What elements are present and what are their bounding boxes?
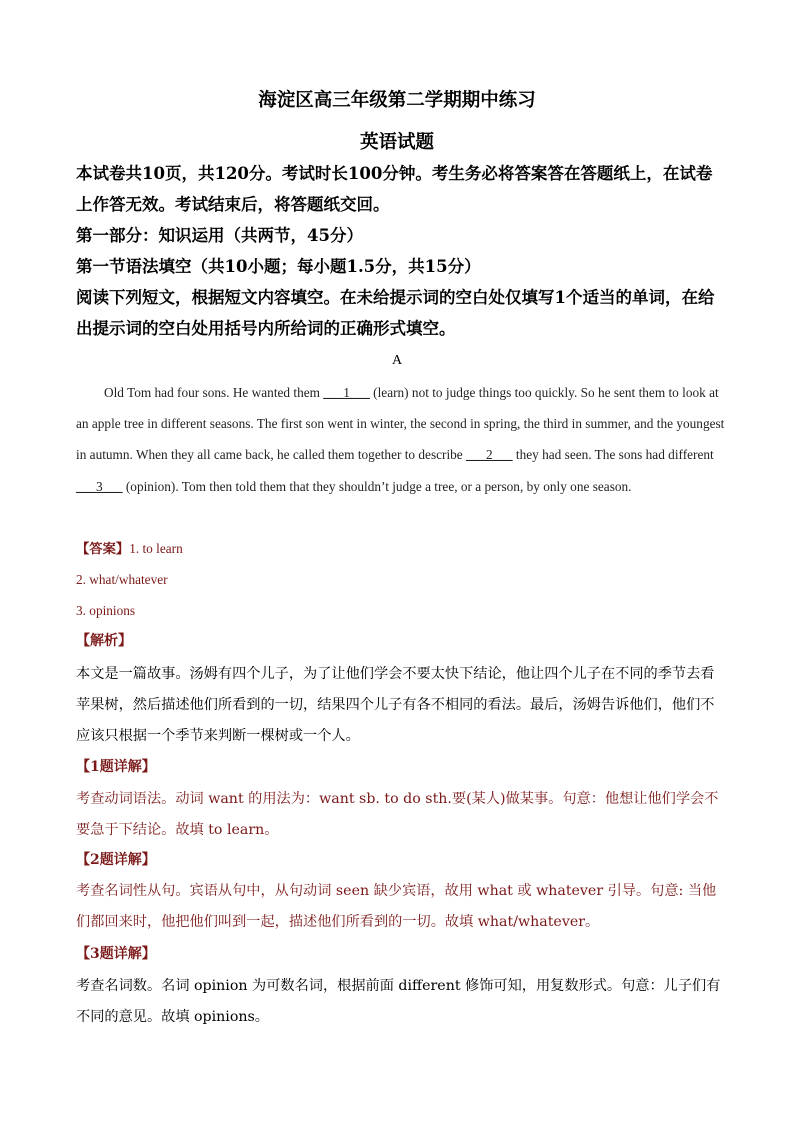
- detail-2-text: 考查名词性从句。宾语从句中，从句动词 seen 缺少宾语，故用 what 或 whatever 引导。句意: 当他们都回来时，他把他们叫到一起，描述他们所看到的一切。故填 what/whatever。: [76, 883, 717, 930]
- passage-label: A: [391, 353, 403, 368]
- detail-3-text: 考查名词数。名词 opinion 为可数名词，根据前面 different 修饰可知，用复数形式。句意：儿子们有不同的意见。故填 opinions。: [76, 978, 721, 1025]
- analysis-label: 【解析】: [76, 633, 132, 649]
- page-subtitle: 英语试题: [359, 132, 434, 153]
- analysis-text: 本文是一篇故事。汤姆有四个儿子，为了让他们学会不要太快下结论，他让四个儿子在不同的季节去看苹果树，然后描述他们所看到的一切，结果四个儿子有各不相同的看法。最后，汤姆告诉他们，他们不应该只根据一个季节来判断一棵树或一个人。: [76, 666, 715, 744]
- passage-segment: (learn) not to judge things too quickly. So he sent them to look at an apple tree in different seasons. The first son went in winter, the second in spring, the third in summer, and the youngest in autumn. When they all came back, he called them together to describe: [76, 385, 725, 463]
- section-one-heading: 第一节语法填空（共10小题；每小题1.5分，共15分）: [76, 257, 481, 276]
- passage-text: [76, 377, 726, 502]
- blank-3: ___3___: [76, 478, 123, 494]
- answer-3: 3. opinions: [76, 603, 136, 618]
- detail-1-text: 考查动词语法。动词 want 的用法为：want sb. to do sth.要(某人)做某事。句意：他想让他们学会不要急于下结论。故填 to learn。: [76, 791, 719, 838]
- exam-instructions: 本试卷共10页，共120分。考试时长100分钟。考生务必将答案答在答题纸上，在试卷上作答无效。考试结束后，将答题纸交回。: [76, 164, 713, 214]
- passage-segment: (opinion). Tom then told them that they shouldn’t judge a tree, or a person, by only one season.: [122, 478, 632, 494]
- page-title: 海淀区高三年级第二学期期中练习: [258, 90, 536, 111]
- section-directions: 阅读下列短文，根据短文内容填空。在未给提示词的空白处仅填写1个适当的单词，在给出提示词的空白处用括号内所给词的正确形式填空。: [76, 288, 715, 338]
- answer-line-1: [76, 533, 726, 564]
- passage-segment: Old Tom had four sons. He wanted them: [104, 385, 324, 400]
- detail-2-label: 【2题详解】: [76, 852, 156, 868]
- blank-1: ___1___: [323, 385, 370, 400]
- detail-3-label: 【3题详解】: [76, 946, 156, 962]
- answer-1: 1. to learn: [129, 541, 183, 556]
- part-one-heading: 第一部分：知识运用（共两节，45分）: [76, 226, 363, 245]
- answer-label: 【答案】: [76, 541, 130, 556]
- blank-2: ___2___: [466, 447, 513, 463]
- answer-2: 2. what/whatever: [76, 572, 168, 587]
- detail-1-label: 【1题详解】: [76, 759, 156, 775]
- passage-segment: they had seen. The sons had different: [512, 447, 714, 463]
